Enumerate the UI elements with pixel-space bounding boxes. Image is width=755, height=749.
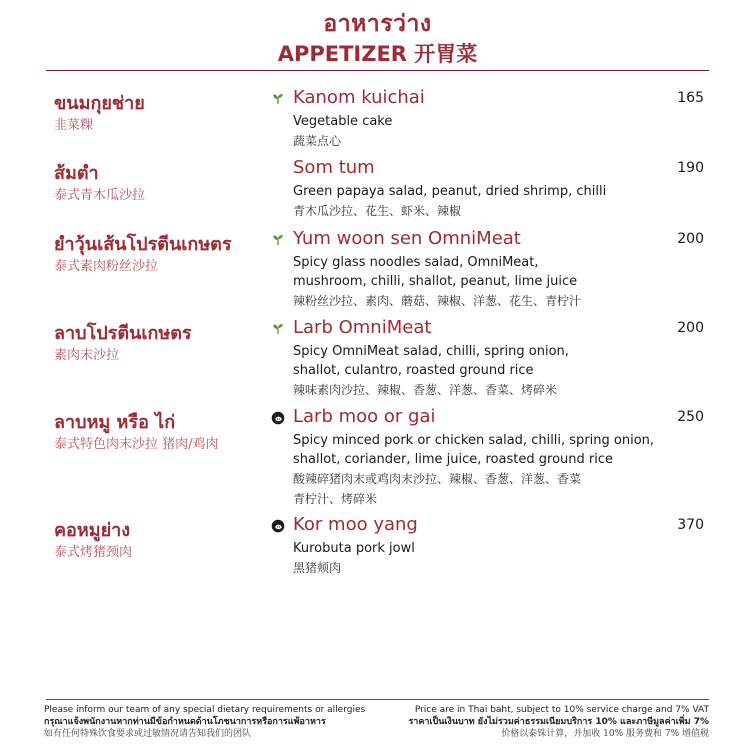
description-line: Green papaya salad, peanut, dried shrimp, chilli bbox=[293, 184, 607, 199]
leaf-sprout-icon bbox=[271, 233, 285, 247]
price-note-zh: 价格以泰铢计算，并加收 10% 服务费和 7% 增值税 bbox=[501, 729, 709, 739]
description-line-chinese: 辣味素肉沙拉、辣椒、香葱、洋葱、香菜、烤碎米 bbox=[293, 383, 558, 397]
menu-item-english-name: Kor moo yang bbox=[293, 514, 418, 535]
menu-item-price: 200 bbox=[677, 320, 704, 336]
menu-item-thai-name: คอหมูย่าง bbox=[54, 520, 131, 541]
description-line: Vegetable cake bbox=[293, 114, 393, 129]
menu-item-description bbox=[293, 431, 678, 509]
description-line-chinese: 黑猪颊肉 bbox=[293, 561, 342, 575]
footer-dietary-note bbox=[44, 704, 384, 740]
menu-item-english-name: Kanom kuichai bbox=[293, 87, 425, 108]
description-line-chinese: 辣粉丝沙拉、素肉、蘑菇、辣椒、洋葱、花生、青柠汁 bbox=[293, 294, 582, 308]
menu-item-description bbox=[293, 112, 678, 151]
menu-item-chinese-name: 泰式青木瓜沙拉 bbox=[54, 188, 146, 203]
price-note-th: ราคาเป็นเงินบาท ยังไม่รวมค่าธรรมเนียมบริการ 10% และภาษีมูลค่าเพิ่ม 7% bbox=[408, 717, 709, 727]
menu-item-price: 165 bbox=[677, 90, 704, 106]
menu-item-price: 190 bbox=[677, 160, 704, 176]
description-line: mushroom, chilli, shallot, peanut, lime juice bbox=[293, 274, 578, 289]
menu-item-chinese-name: 泰式烤猪颈肉 bbox=[54, 545, 133, 560]
menu-item-chinese-name: 素肉末沙拉 bbox=[54, 348, 120, 363]
menu-item-thai-name: ส้มตำ bbox=[54, 163, 99, 184]
menu-item-english-name: Som tum bbox=[293, 157, 375, 178]
menu-item-english-name: Yum woon sen OmniMeat bbox=[293, 228, 521, 249]
menu-item-description bbox=[293, 342, 678, 400]
description-line-chinese: 青木瓜沙拉、花生、虾米、辣椒 bbox=[293, 204, 462, 218]
description-line: shallot, coriander, lime juice, roasted ground rice bbox=[293, 452, 613, 467]
menu-item-description bbox=[293, 539, 678, 578]
pork-icon bbox=[271, 519, 285, 533]
description-line-chinese: 青柠汁、烤碎米 bbox=[293, 492, 378, 506]
menu-item-price: 200 bbox=[677, 231, 704, 247]
header-divider bbox=[46, 70, 709, 71]
description-line: Spicy OmniMeat salad, chilli, spring onion, bbox=[293, 344, 569, 359]
leaf-sprout-icon bbox=[271, 92, 285, 106]
dietary-note-th: กรุณาแจ้งพนักงานหากท่านมีข้อกำหนดด้านโภชนาการหรือการแพ้อาหาร bbox=[44, 717, 326, 727]
price-note-en: Price are in Thai baht, subject to 10% service charge and 7% VAT bbox=[414, 705, 709, 715]
menu-item-chinese-name: 泰式素肉粉丝沙拉 bbox=[54, 259, 159, 274]
menu-item-thai-name: ลาบโปรตีนเกษตร bbox=[54, 323, 192, 344]
menu-item-description bbox=[293, 182, 678, 221]
footer-price-note bbox=[384, 704, 709, 740]
menu-item-english-name: Larb OmniMeat bbox=[293, 317, 432, 338]
page-title-english: APPETIZER 开胃菜 bbox=[277, 42, 478, 66]
menu-item-thai-name: ลาบหมู หรือ ไก่ bbox=[54, 412, 176, 433]
description-line: Kurobuta pork jowl bbox=[293, 541, 415, 556]
dietary-note-en: Please inform our team of any special dietary requirements or allergies bbox=[44, 705, 366, 715]
menu-item-english-name: Larb moo or gai bbox=[293, 406, 436, 427]
description-line-chinese: 蔬菜点心 bbox=[293, 134, 342, 148]
page-title-thai: อาหารว่าง bbox=[323, 11, 432, 37]
menu-item-price: 370 bbox=[677, 517, 704, 533]
menu-item-description bbox=[293, 253, 678, 311]
menu-item-chinese-name: 韭菜粿 bbox=[54, 118, 94, 133]
description-line: Spicy glass noodles salad, OmniMeat, bbox=[293, 255, 539, 270]
menu-item-thai-name: ยำวุ้นเส้นโปรตีนเกษตร bbox=[54, 234, 232, 255]
menu-item-thai-name: ขนมกุยช่าย bbox=[54, 93, 145, 114]
dietary-note-zh: 如有任何特殊饮食要求或过敏情况请告知我们的团队 bbox=[44, 729, 252, 739]
leaf-sprout-icon bbox=[271, 322, 285, 336]
footer-divider bbox=[46, 699, 709, 700]
description-line: shallot, culantro, roasted ground rice bbox=[293, 363, 534, 378]
menu-item-chinese-name: 泰式特色肉末沙拉 猪肉/鸡肉 bbox=[54, 437, 219, 452]
pork-icon bbox=[271, 411, 285, 425]
description-line-chinese: 酸辣碎猪肉末或鸡肉末沙拉、辣椒、香葱、洋葱、香菜 bbox=[293, 472, 582, 486]
description-line: Spicy minced pork or chicken salad, chilli, spring onion, bbox=[293, 433, 655, 448]
menu-item-price: 250 bbox=[677, 409, 704, 425]
